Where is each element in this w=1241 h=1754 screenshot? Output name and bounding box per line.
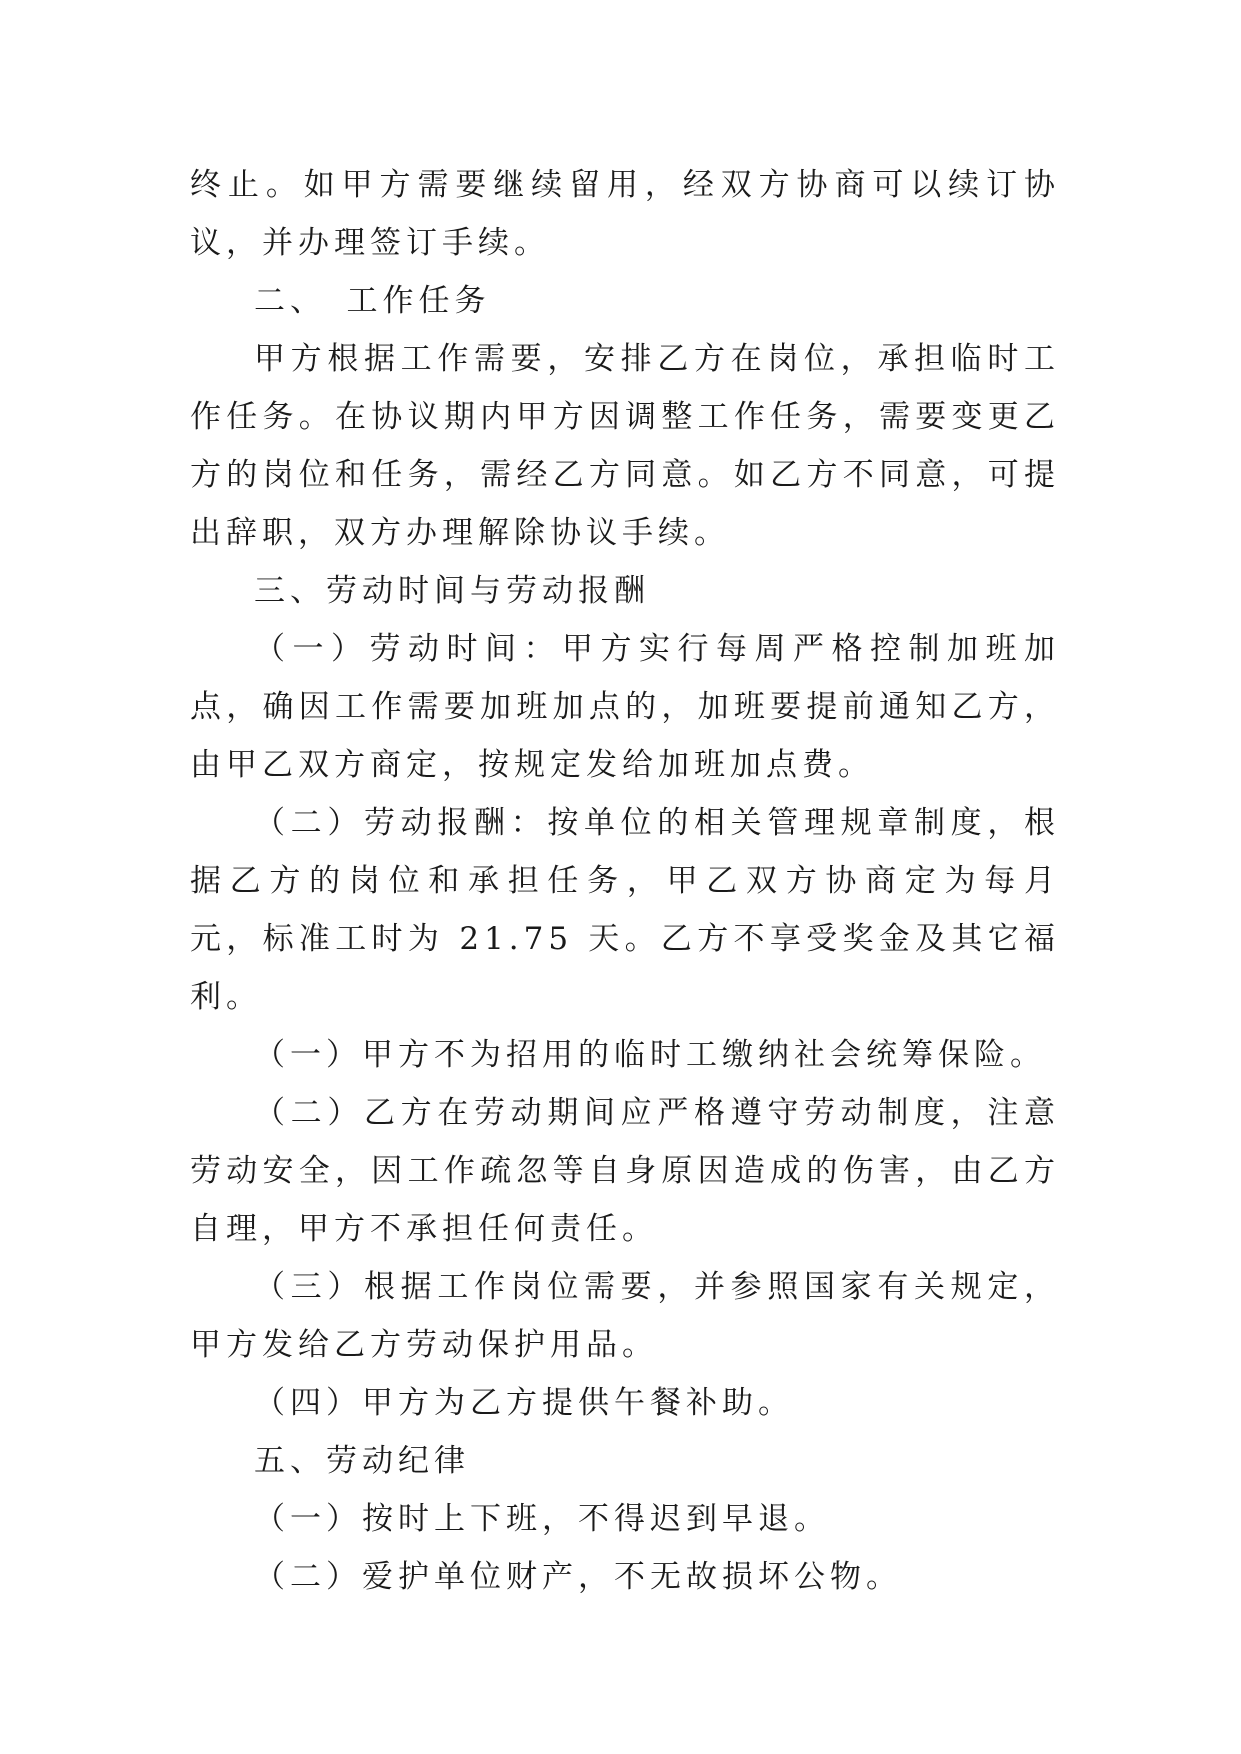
paragraph-protective-equipment: （三）根据工作岗位需要，并参照国家有关规定，甲方发给乙方劳动保护用品。 [190, 1269, 1060, 1363]
paragraph-work-tasks: 甲方根据工作需要，安排乙方在岗位，承担临时工作任务。在协议期内甲方因调整工作任务，需要变更乙方的岗位和任务，需经乙方同意。如乙方不同意，可提出辞职，双方办理解除协议手续。 [190, 341, 1060, 551]
paragraph-continuation: 终止。如甲方需要继续留用，经双方协商可以续订协议，并办理签订手续。 [190, 167, 1060, 261]
document-body [190, 156, 1060, 1606]
paragraph-lunch-subsidy: （四）甲方为乙方提供午餐补助。 [254, 1385, 794, 1421]
paragraph-social-insurance: （一）甲方不为招用的临时工缴纳社会统筹保险。 [254, 1037, 1046, 1073]
paragraph-labor-pay: （二）劳动报酬：按单位的相关管理规章制度，根据乙方的岗位和承担任务，甲乙双方协商定为每月 元，标准工时为 21.75 天。乙方不享受奖金及其它福利。 [190, 805, 1060, 1015]
section-heading-work-tasks: 二、 工作任务 [254, 283, 491, 319]
section-heading-labor-time-pay: 三、劳动时间与劳动报酬 [254, 573, 650, 609]
section-heading-labor-discipline: 五、劳动纪律 [254, 1443, 470, 1479]
paragraph-labor-safety: （二）乙方在劳动期间应严格遵守劳动制度，注意劳动安全，因工作疏忽等自身原因造成的伤害，由乙方自理，甲方不承担任何责任。 [190, 1095, 1060, 1247]
paragraph-property-care: （二）爱护单位财产，不无故损坏公物。 [254, 1559, 902, 1595]
paragraph-punctuality: （一）按时上下班，不得迟到早退。 [254, 1501, 830, 1537]
paragraph-labor-time: （一）劳动时间：甲方实行每周严格控制加班加点，确因工作需要加班加点的，加班要提前通知乙方，由甲乙双方商定，按规定发给加班加点费。 [190, 631, 1060, 783]
